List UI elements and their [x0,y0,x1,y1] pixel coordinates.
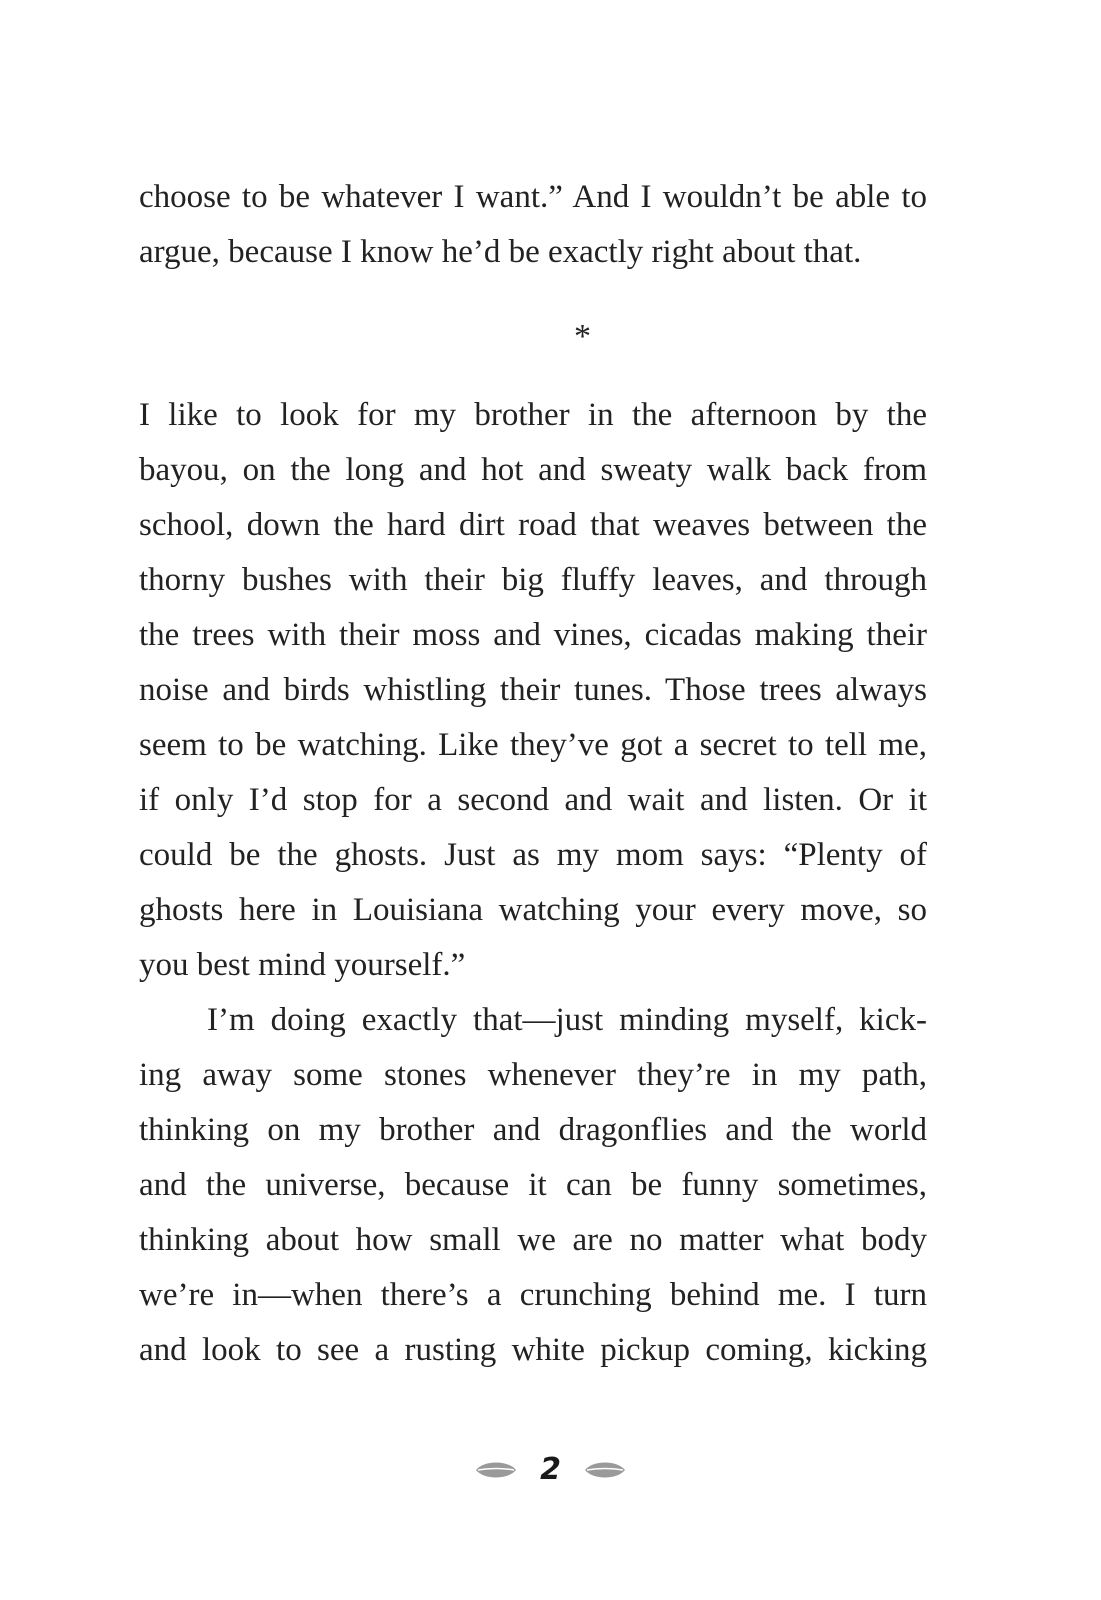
text-line: we’re in—when there’s a crunching behind me. I turn [139,1277,927,1313]
page-number: 2 [540,1452,561,1487]
section-break-asterisk: * [574,318,591,355]
text-line: if only I’d stop for a second and wait and listen. Or it [139,782,927,818]
text-line: argue, because I know he’d be exactly right about that. [139,234,862,270]
text-line: the trees with their moss and vines, cicadas making their [139,617,927,653]
text-line: I like to look for my brother in the afternoon by the [139,397,927,433]
leaf-ornament-icon [583,1459,627,1481]
paragraph-continued [139,170,927,280]
text-line: bayou, on the long and hot and sweaty walk back from [139,452,927,488]
text-line: thinking on my brother and dragonflies and the world [139,1112,927,1148]
text-line: school, down the hard dirt road that weaves between the [139,507,927,543]
leaf-ornament-icon [474,1459,518,1481]
text-line-indented: I’m doing exactly that—just minding myself, kick- [207,1002,927,1038]
text-line: thorny bushes with their big fluffy leaves, and through [139,562,927,598]
text-line: ghosts here in Louisiana watching your every move, so [139,892,927,928]
page-footer [0,1448,1101,1492]
text-line: could be the ghosts. Just as my mom says: “Plenty of [139,837,927,873]
text-line: ing away some stones whenever they’re in my path, [139,1057,927,1093]
text-line: seem to be watching. Like they’ve got a secret to tell me, [139,727,927,763]
text-line: noise and birds whistling their tunes. Those trees always [139,672,927,708]
text-line: thinking about how small we are no matter what body [139,1222,927,1258]
body-text [139,388,927,1378]
text-line: choose to be whatever I want.” And I wouldn’t be able to [139,179,927,215]
text-line: and look to see a rusting white pickup coming, kicking [139,1332,927,1368]
text-line: and the universe, because it can be funny sometimes, [139,1167,927,1203]
text-line: you best mind yourself.” [139,947,466,983]
